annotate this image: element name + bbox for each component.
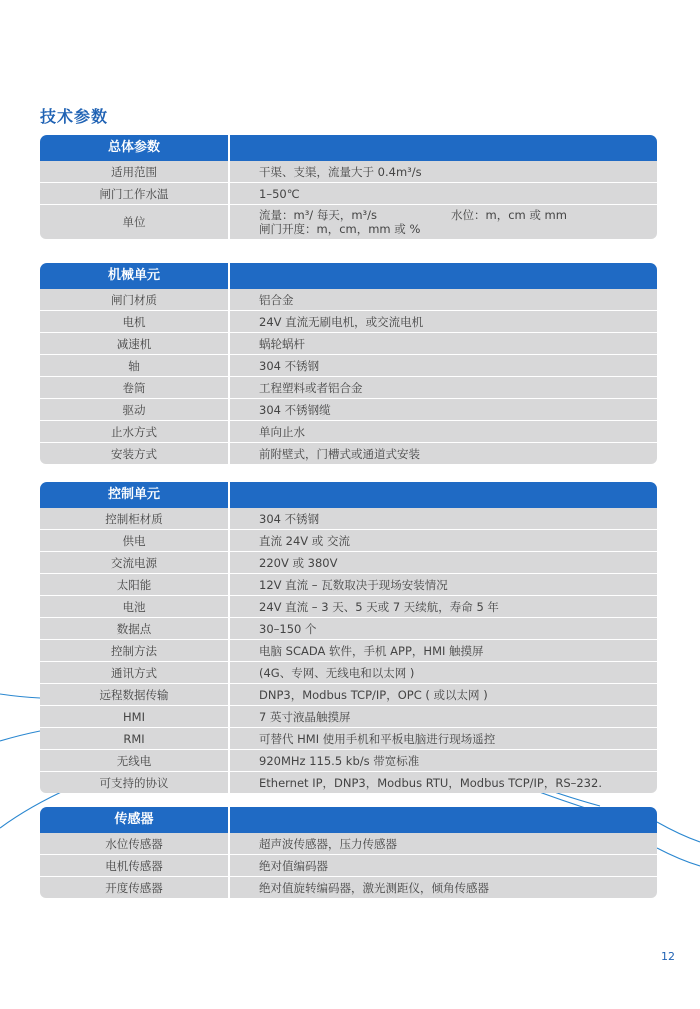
row-label: 止水方式: [111, 424, 157, 439]
row-value: Ethernet IP，DNP3，Modbus RTU，Modbus TCP/IP，RS–232.: [259, 775, 602, 790]
row-label: 可支持的协议: [99, 775, 169, 790]
table-row-unit: [40, 205, 657, 239]
table-row: [40, 855, 657, 877]
table-row: [40, 311, 657, 333]
spec-table: [40, 508, 657, 793]
page-title: 技术参数: [40, 107, 109, 126]
table-row: [40, 289, 657, 311]
row-value: 220V 或 380V: [259, 555, 338, 570]
table-row: [40, 443, 657, 464]
row-value: 蜗轮蜗杆: [259, 336, 305, 351]
row-value: 绝对值旋转编码器，激光测距仪，倾角传感器: [259, 880, 489, 895]
row-label: 电池: [122, 599, 146, 614]
row-value: 绝对值编码器: [259, 858, 328, 873]
row-value: 304 不锈钢: [259, 358, 320, 373]
row-value: 电脑 SCADA 软件，手机 APP，HMI 触摸屏: [259, 643, 484, 658]
row-label: 适用范围: [111, 164, 157, 179]
row-label: 电机: [122, 314, 146, 329]
unit-opening: 闸门开度：m，cm，mm 或 %: [259, 222, 421, 236]
section-general: [40, 135, 657, 239]
table-row: [40, 508, 657, 530]
row-value: 7 英寸液晶触摸屏: [259, 709, 351, 724]
row-label: 控制方法: [111, 643, 157, 658]
table-row: [40, 618, 657, 640]
row-label: HMI: [123, 709, 145, 724]
row-value: 超声波传感器，压力传感器: [259, 836, 397, 851]
row-label: 水位传感器: [105, 836, 163, 851]
table-row: [40, 662, 657, 684]
table-row: [40, 640, 657, 662]
row-value: 单向止水: [259, 424, 305, 439]
section-title: 传感器: [114, 812, 154, 827]
row-label: 减速机: [116, 336, 152, 351]
row-label: 交流电源: [111, 555, 157, 570]
unit-flow: 流量：m³/ 每天，m³/s: [259, 208, 378, 222]
row-value: 24V 直流 – 3 天、5 天或 7 天续航，寿命 5 年: [259, 599, 499, 614]
row-label: 控制柜材质: [105, 511, 163, 526]
row-label: 闸门材质: [111, 292, 157, 307]
row-label: 数据点: [116, 621, 152, 636]
row-value: 直流 24V 或 交流: [259, 533, 350, 548]
row-label: 单位: [122, 215, 146, 229]
row-value: 304 不锈钢缆: [259, 402, 331, 417]
section-control: [40, 482, 657, 793]
section-sensors: [40, 807, 657, 898]
row-value: 干渠、支渠，流量大于 0.4m³/s: [259, 164, 422, 179]
section-header: [40, 807, 657, 833]
table-row: [40, 355, 657, 377]
row-value: (4G、专网、无线电和以太网 ): [259, 665, 415, 680]
table-row: [40, 706, 657, 728]
row-value: 1–50℃: [259, 186, 300, 201]
table-row: [40, 574, 657, 596]
section-title: 机械单元: [107, 268, 160, 283]
row-label: 供电: [122, 533, 146, 548]
spec-table: [40, 833, 657, 898]
row-value: 30–150 个: [259, 621, 317, 636]
table-row: [40, 552, 657, 574]
row-value: 920MHz 115.5 kb/s 带宽标准: [259, 753, 420, 768]
section-header: [40, 482, 657, 508]
table-row: [40, 877, 657, 898]
table-row: [40, 421, 657, 443]
row-label: RMI: [123, 731, 145, 746]
table-row: [40, 772, 657, 793]
row-value: 可替代 HMI 使用手机和平板电脑进行现场遥控: [259, 731, 496, 746]
table-row: [40, 728, 657, 750]
table-row: [40, 750, 657, 772]
table-row: [40, 399, 657, 421]
section-header: [40, 135, 657, 161]
row-value: DNP3，Modbus TCP/IP，OPC ( 或以太网 ): [259, 687, 488, 702]
table-row: [40, 333, 657, 355]
row-value: 304 不锈钢: [259, 511, 320, 526]
section-mechanical: [40, 263, 657, 464]
row-value: 工程塑料或者铝合金: [259, 380, 363, 395]
table-row: [40, 530, 657, 552]
row-label: 无线电: [116, 753, 152, 768]
row-label: 卷筒: [122, 380, 146, 395]
row-label: 远程数据传输: [99, 687, 169, 702]
row-label: 闸门工作水温: [99, 186, 169, 201]
unit-level: 水位：m，cm 或 mm: [451, 208, 567, 222]
row-label: 通讯方式: [111, 665, 157, 680]
row-label: 驱动: [122, 402, 146, 417]
row-value: 24V 直流无刷电机，或交流电机: [259, 314, 424, 329]
spec-table: [40, 289, 657, 464]
table-row: [40, 183, 657, 205]
table-row: [40, 377, 657, 399]
table-row: [40, 684, 657, 706]
row-label: 轴: [128, 358, 140, 373]
row-label: 安装方式: [111, 446, 157, 461]
row-value: 12V 直流 – 瓦数取决于现场安装情况: [259, 577, 448, 592]
table-row: [40, 161, 657, 183]
page-number: 12: [661, 950, 675, 963]
row-label: 太阳能: [116, 577, 152, 592]
table-row: [40, 596, 657, 618]
section-header: [40, 263, 657, 289]
section-title: 控制单元: [107, 487, 160, 502]
row-label: 开度传感器: [105, 880, 163, 895]
row-value: 前附壁式，门槽式或通道式安装: [259, 446, 420, 461]
row-value: 铝合金: [259, 292, 294, 307]
row-label: 电机传感器: [105, 858, 163, 873]
spec-table: [40, 161, 657, 239]
section-title: 总体参数: [107, 140, 160, 155]
table-row: [40, 833, 657, 855]
